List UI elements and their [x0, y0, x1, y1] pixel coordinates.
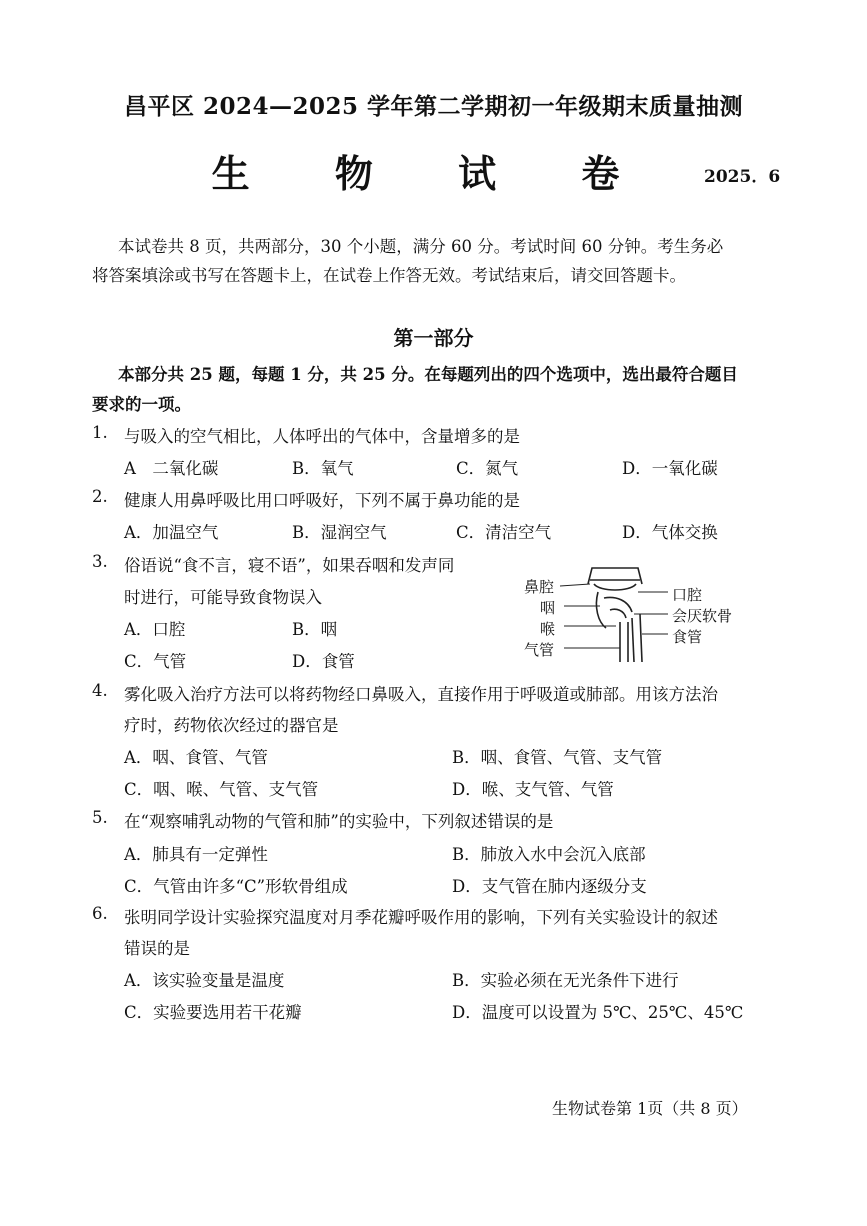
option-a: A．肺具有一定弹性	[124, 845, 268, 864]
option-b: B．氧气	[292, 459, 354, 478]
instructions-line-1: 本试卷共 8 页，共两部分，30 个小题，满分 60 分。考试时间 60 分钟。考生务必	[118, 237, 724, 256]
page-footer: 生物试卷第 1页（共 8 页）	[552, 1099, 748, 1118]
question-stem-line-1: 雾化吸入治疗方法可以将药物经口鼻吸入，直接作用于呼吸道或肺部。用该方法治	[124, 685, 718, 704]
label-nasal-cavity: 鼻腔	[524, 578, 555, 596]
label-epiglottis: 会厌软骨	[672, 607, 733, 625]
question-number: 3.	[92, 552, 108, 571]
option-a: A．口腔	[124, 620, 186, 639]
question-number: 2.	[92, 487, 108, 506]
option-b: B．咽	[292, 620, 338, 639]
question-stem-line-2: 错误的是	[124, 939, 190, 958]
section-desc-line-2: 要求的一项。	[92, 395, 191, 414]
option-d: D．气体交换	[622, 523, 718, 542]
label-trachea: 气管	[524, 641, 555, 659]
question-number: 4.	[92, 681, 108, 700]
option-d: D．食管	[292, 652, 355, 671]
option-c: C．清洁空气	[456, 523, 552, 542]
question-number: 5.	[92, 808, 108, 827]
respiratory-tract-diagram	[520, 562, 760, 672]
question-stem-line-1: 张明同学设计实验探究温度对月季花瓣呼吸作用的影响，下列有关实验设计的叙述	[124, 908, 718, 927]
question-stem-line-1: 俗语说“食不言，寝不语”，如果吞咽和发声同	[124, 556, 455, 575]
option-a: A．该实验变量是温度	[124, 971, 285, 990]
exam-date: 2025．6	[704, 167, 781, 187]
option-c: C．实验要选用若干花瓣	[124, 1003, 302, 1022]
option-b: B．肺放入水中会沉入底部	[452, 845, 646, 864]
page-title: 生 物 试 卷	[211, 151, 656, 196]
question-stem: 在“观察哺乳动物的气管和肺”的实验中，下列叙述错误的是	[124, 812, 554, 831]
option-d: D．一氧化碳	[622, 459, 718, 478]
option-b: B．湿润空气	[292, 523, 387, 542]
option-c: C．气管由许多“C”形软骨组成	[124, 877, 348, 896]
question-stem-line-2: 时进行，可能导致食物误入	[124, 588, 322, 607]
section-title: 第一部分	[393, 326, 474, 350]
label-pharynx: 咽	[540, 599, 556, 617]
option-b: B．咽、食管、气管、支气管	[452, 748, 663, 767]
question-stem-line-2: 疗时，药物依次经过的器官是	[124, 716, 339, 735]
option-d: D．支气管在肺内逐级分支	[452, 877, 647, 896]
question-number: 1.	[92, 423, 108, 442]
option-c: C．氮气	[456, 459, 519, 478]
section-desc-line-1: 本部分共 25 题，每题 1 分，共 25 分。在每题列出的四个选项中，选出最符合题目	[118, 365, 738, 384]
option-a: A．加温空气	[124, 523, 219, 542]
exam-header: 昌平区 2024—2025 学年第二学期初一年级期末质量抽测	[123, 93, 744, 120]
option-c: C．气管	[124, 652, 187, 671]
option-c: C．咽、喉、气管、支气管	[124, 780, 319, 799]
option-d: D．温度可以设置为 5℃、25℃、45℃	[452, 1003, 744, 1022]
label-esophagus: 食管	[672, 628, 703, 646]
instructions-line-2: 将答案填涂或书写在答题卡上，在试卷上作答无效。考试结束后，请交回答题卡。	[92, 266, 686, 285]
question-number: 6.	[92, 904, 108, 923]
question-stem: 健康人用鼻呼吸比用口呼吸好，下列不属于鼻功能的是	[124, 491, 520, 510]
option-d: D．喉、支气管、气管	[452, 780, 614, 799]
option-a: A 二氧化碳	[124, 459, 219, 478]
option-b: B．实验必须在无光条件下进行	[452, 971, 679, 990]
label-larynx: 喉	[540, 620, 556, 638]
label-oral-cavity: 口腔	[672, 586, 703, 604]
option-a: A．咽、食管、气管	[124, 748, 268, 767]
question-stem: 与吸入的空气相比，人体呼出的气体中，含量增多的是	[124, 427, 520, 446]
